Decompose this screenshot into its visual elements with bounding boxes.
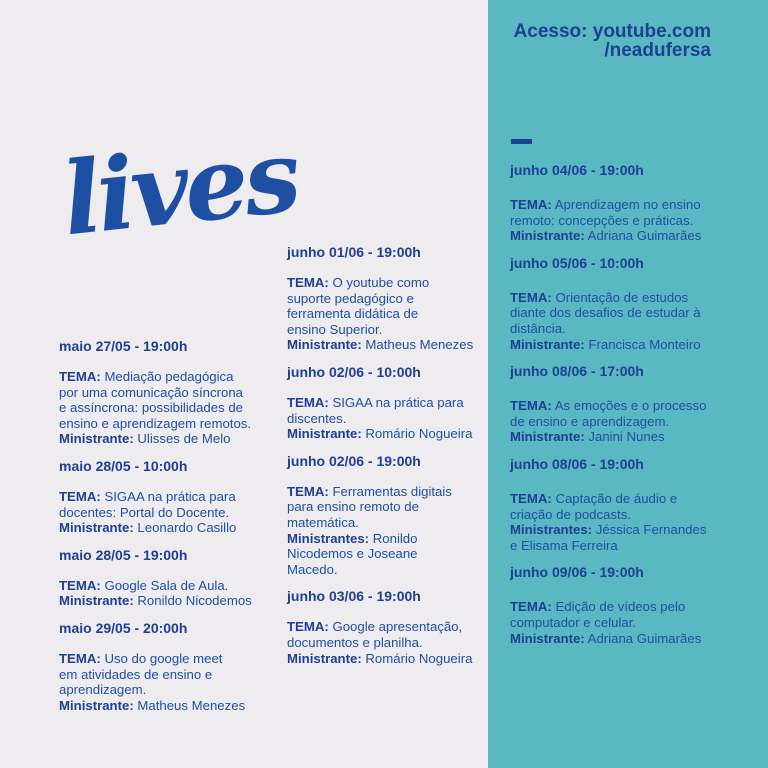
tema-label: TEMA: (59, 488, 101, 504)
ministrante-label: Ministrante: (510, 429, 585, 445)
schedule-column-june-2 (510, 162, 742, 657)
tema-label: TEMA: (59, 369, 101, 384)
event-item (510, 162, 742, 244)
event-date: junho 08/06 - 17:00h (510, 363, 644, 380)
event-ministrante: Matheus Menezes (137, 697, 246, 713)
event-item (59, 458, 279, 536)
event-ministrante: Matheus Menezes (365, 337, 474, 353)
event-tema: por uma comunicação síncrona (59, 384, 243, 400)
event-tema: Edição de vídeos pelo (555, 599, 686, 615)
access-line-1: Acesso: youtube.com (513, 21, 711, 42)
event-item (510, 456, 742, 553)
event-tema: aprendizagem. (59, 682, 147, 698)
event-item (59, 620, 279, 713)
event-item (510, 564, 742, 646)
event-ministrante: Ronildo (372, 530, 418, 546)
event-tema: distância. (510, 320, 566, 336)
event-tema: documentos e planilha. (287, 634, 423, 650)
event-tema: discentes. (287, 410, 347, 426)
event-date: junho 09/06 - 19:00h (510, 564, 644, 581)
event-date: maio 28/05 - 19:00h (59, 546, 188, 563)
event-tema: diante dos desafios de estudar à (510, 305, 701, 321)
event-ministrante: Ulisses de Melo (137, 431, 231, 447)
event-date: junho 02/06 - 10:00h (287, 363, 421, 380)
event-item (287, 588, 507, 666)
event-tema: Ferramentas digitais (332, 483, 452, 499)
accent-dash (511, 139, 532, 144)
access-line-2: /neadufersa (604, 40, 711, 61)
tema-label: TEMA: (510, 197, 552, 212)
event-tema: remoto: concepções e práticas. (510, 212, 694, 228)
event-tema: As emoções e o processo (554, 398, 707, 414)
event-item (287, 453, 507, 578)
tema-label: TEMA: (59, 577, 101, 593)
event-item (510, 363, 742, 445)
tema-label: TEMA: (287, 619, 329, 635)
event-date: junho 03/06 - 19:00h (287, 588, 421, 605)
event-tema: docentes: Portal do Docente. (59, 504, 230, 520)
schedule-column-may (59, 338, 279, 724)
tema-label: TEMA: (510, 490, 552, 506)
ministrante-label: Ministrante: (59, 431, 134, 447)
event-ministrante: Nicodemos e Joseane (287, 546, 418, 562)
event-ministrante: Romário Nogueira (365, 650, 473, 666)
event-tema: ferramenta didática de (287, 306, 419, 322)
event-ministrante: Leonardo Casillo (137, 520, 237, 536)
event-ministrante: Adriana Guimarães (587, 228, 702, 244)
event-ministrante: Macedo. (287, 561, 338, 577)
event-tema: Mediação pedagógica (104, 369, 234, 384)
ministrante-label: Ministrante: (287, 650, 362, 666)
event-tema: Captação de áudio e (555, 490, 678, 506)
event-tema: para ensino remoto de (287, 499, 419, 515)
tema-label: TEMA: (510, 289, 552, 305)
event-date: junho 05/06 - 10:00h (510, 254, 644, 271)
event-tema: Aprendizagem no ensino (554, 197, 701, 212)
event-date: maio 29/05 - 20:00h (59, 619, 188, 636)
ministrante-label: Ministrante: (287, 337, 362, 353)
ministrante-label: Ministrante: (59, 520, 134, 536)
tema-label: TEMA: (287, 275, 329, 290)
event-tema: suporte pedagógico e (287, 290, 414, 306)
tema-label: TEMA: (510, 599, 552, 615)
event-tema: SIGAA na prática para (332, 394, 464, 410)
event-date: junho 08/06 - 19:00h (510, 455, 644, 472)
tema-label: TEMA: (287, 483, 329, 499)
event-item (59, 338, 279, 447)
tema-label: TEMA: (287, 394, 329, 410)
ministrantes-label: Ministrantes: (287, 530, 370, 546)
event-date: junho 04/06 - 19:00h (510, 162, 644, 178)
event-date: junho 01/06 - 19:00h (287, 244, 421, 260)
event-tema: matemática. (287, 514, 359, 530)
event-tema: ensino e aprendizagem remotos. (59, 415, 252, 431)
event-item (59, 547, 279, 609)
event-tema: SIGAA na prática para (104, 488, 236, 504)
event-date: maio 28/05 - 10:00h (59, 457, 188, 474)
event-item (287, 364, 507, 442)
event-tema: O youtube como (332, 275, 430, 290)
event-ministrante: Janini Nunes (588, 429, 665, 445)
event-tema: Google Sala de Aula. (104, 577, 229, 593)
event-date: junho 02/06 - 19:00h (287, 452, 421, 469)
access-info (514, 22, 711, 60)
event-ministrante: Jéssica Fernandes (595, 522, 707, 538)
tema-label: TEMA: (510, 398, 552, 414)
event-ministrante: Adriana Guimarães (587, 630, 702, 646)
event-tema: ensino Superior. (287, 321, 383, 337)
event-date: maio 27/05 - 19:00h (59, 338, 188, 354)
event-tema: de ensino e aprendizagem. (510, 413, 670, 429)
event-ministrante: Ronildo Nicodemos (137, 593, 252, 609)
ministrante-label: Ministrante: (59, 593, 134, 609)
ministrante-label: Ministrante: (510, 228, 585, 244)
ministrante-label: Ministrante: (59, 697, 134, 713)
event-ministrante: Francisca Monteiro (588, 336, 701, 352)
ministrante-label: Ministrante: (510, 630, 585, 646)
event-ministrante: e Elisama Ferreira (510, 537, 618, 553)
schedule-column-june-1 (287, 244, 507, 677)
event-item (287, 244, 507, 353)
event-tema: computador e celular. (510, 614, 637, 630)
tema-label: TEMA: (59, 650, 101, 666)
event-ministrante: Romário Nogueira (365, 426, 473, 442)
event-tema: Orientação de estudos (555, 289, 689, 305)
ministrante-label: Ministrante: (287, 426, 362, 442)
ministrantes-label: Ministrantes: (510, 522, 593, 538)
event-tema: Uso do google meet (104, 650, 223, 666)
event-tema: Google apresentação, (332, 619, 463, 635)
event-tema: e assíncrona: possibilidades de (59, 400, 244, 416)
event-item (510, 255, 742, 352)
event-tema: criação de podcasts. (510, 506, 631, 522)
lives-logo: lives (57, 116, 303, 259)
event-tema: em atividades de ensino e (59, 666, 213, 682)
ministrante-label: Ministrante: (510, 336, 585, 352)
